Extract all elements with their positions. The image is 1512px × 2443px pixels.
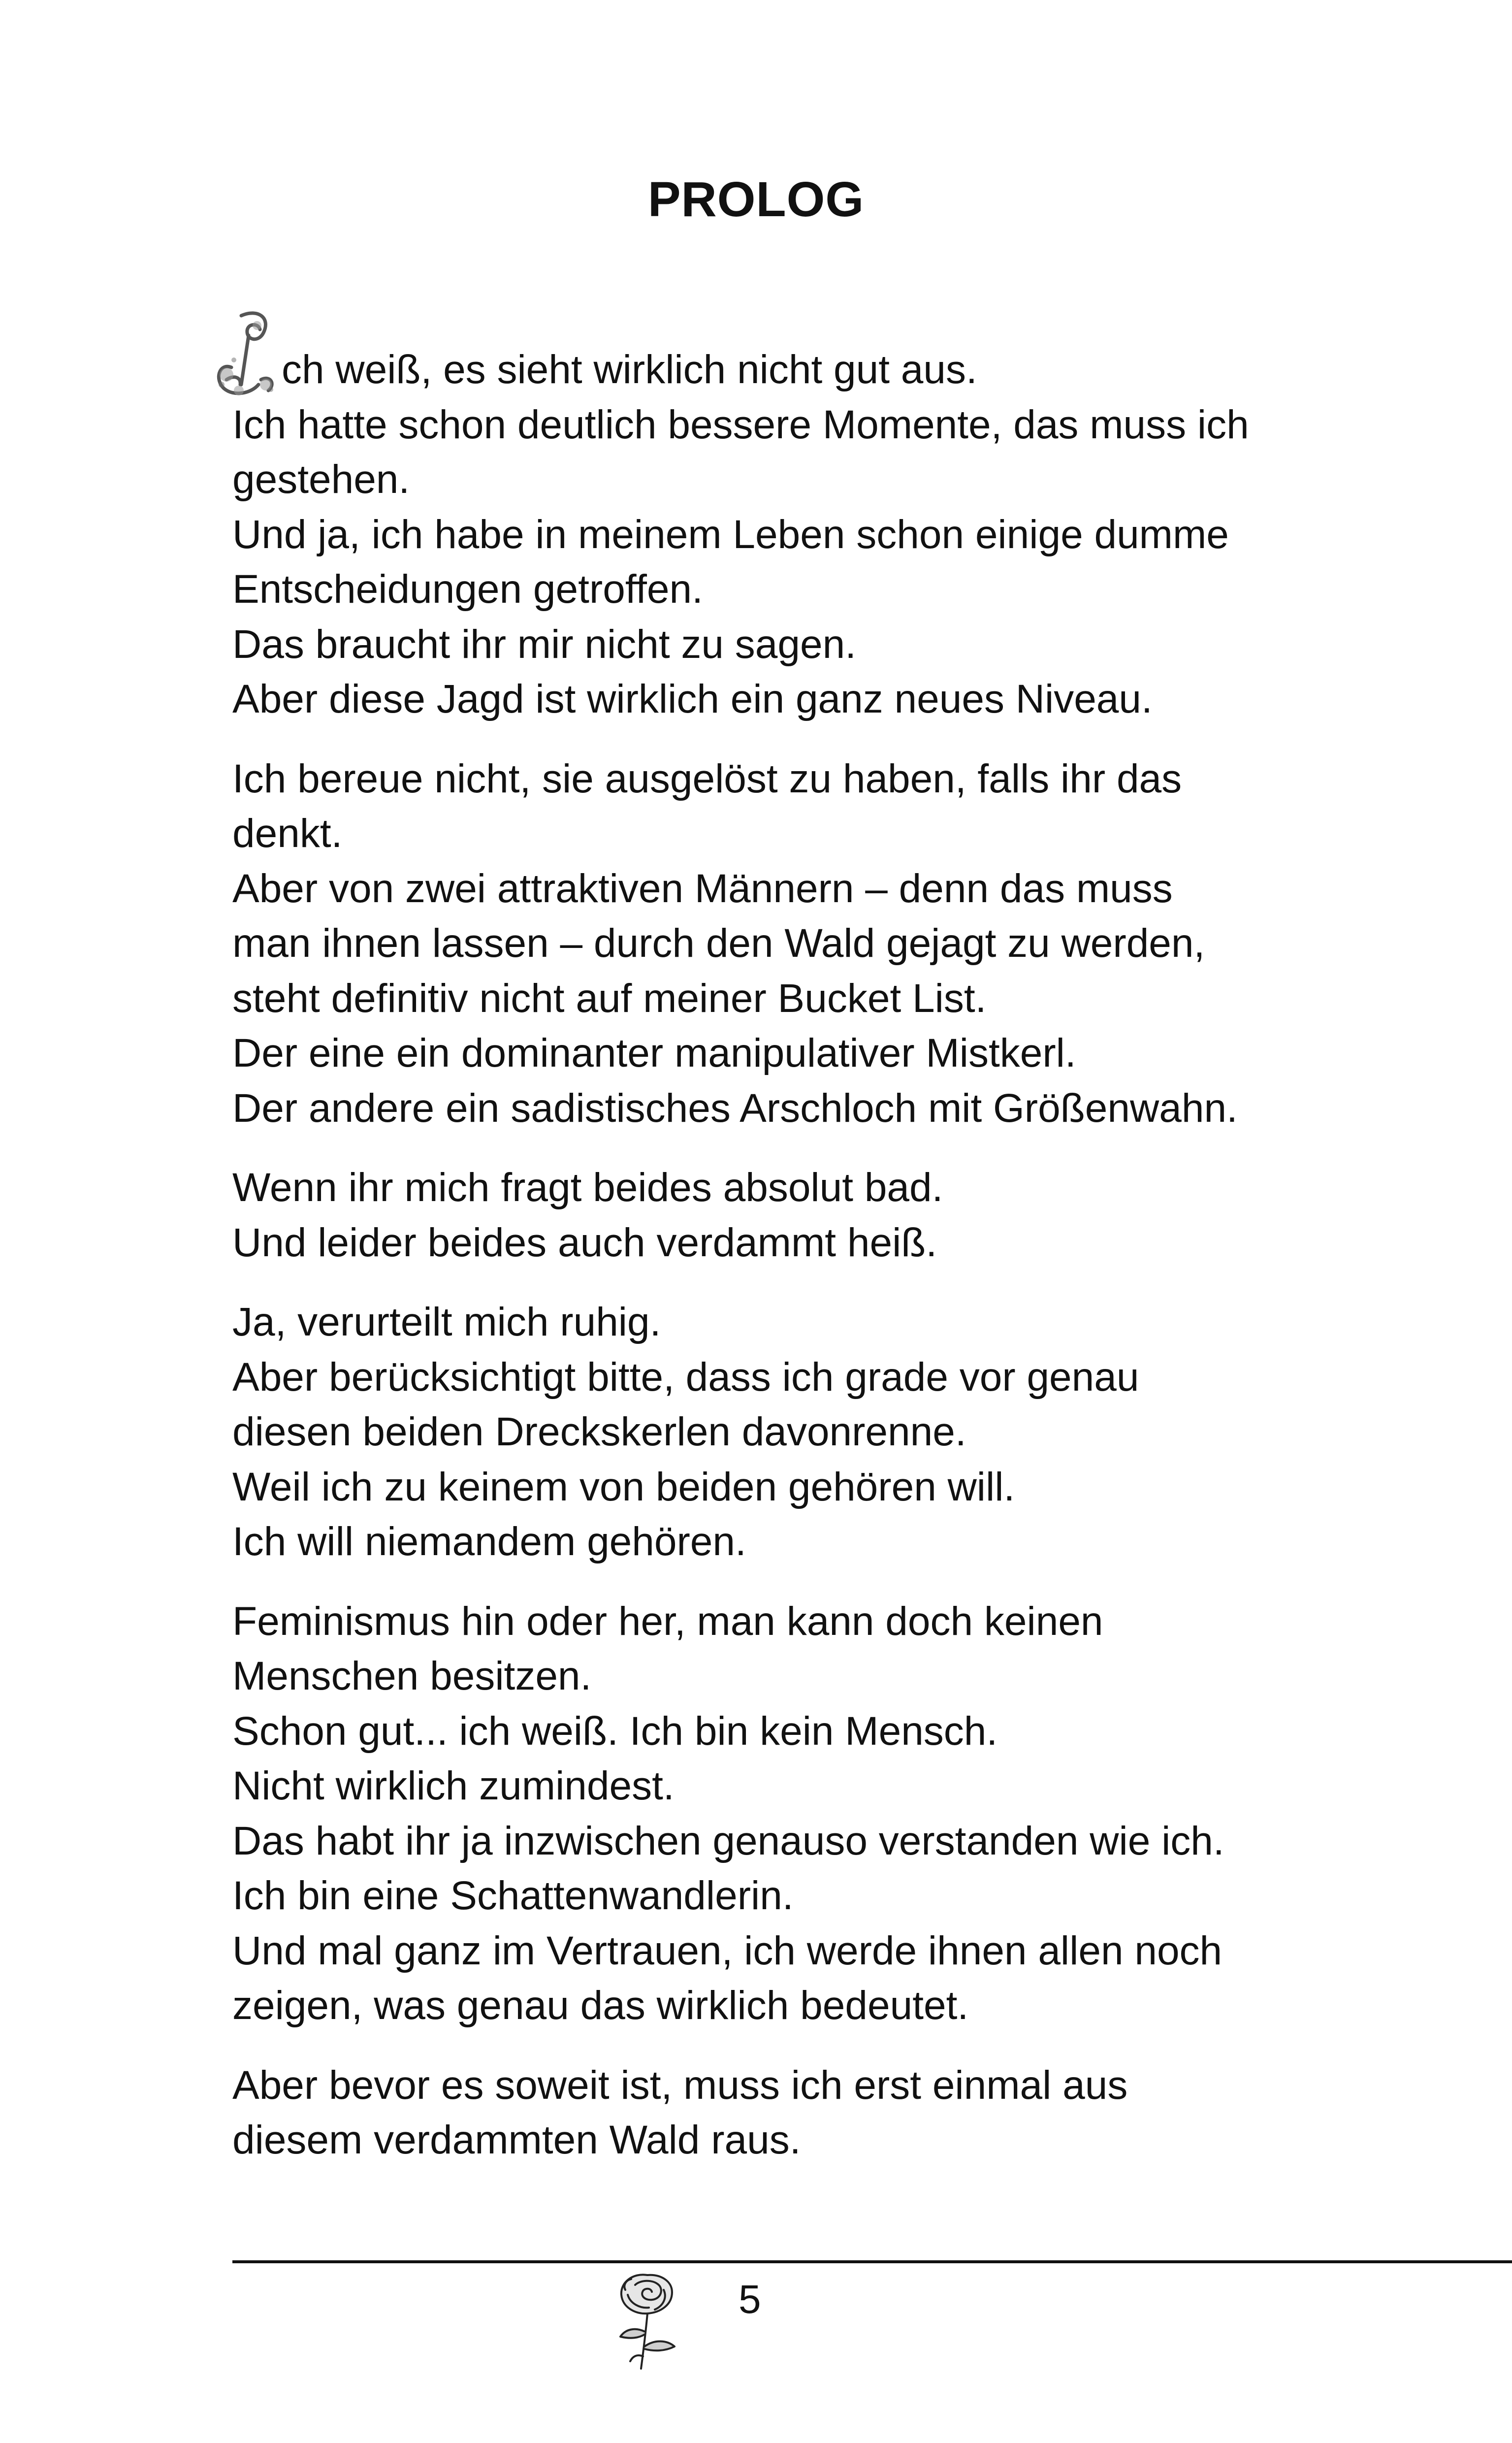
text-line: Das habt ihr ja inzwischen genauso verstanden wie ich. [232, 1818, 1224, 1863]
footer-divider-accent [232, 2260, 321, 2261]
text-line: denkt. [232, 811, 343, 856]
text-line: gestehen. [232, 457, 410, 502]
text-line: Das braucht ihr mir nicht zu sagen. [232, 621, 856, 667]
ornamental-initial-icon [212, 306, 281, 399]
footer-divider [232, 2260, 1512, 2263]
prologue-text [232, 342, 1365, 2192]
paragraph [232, 2058, 1365, 2168]
paragraph [232, 1295, 1365, 1569]
text-line: Ich will niemandem gehören. [232, 1519, 746, 1564]
first-line-text: ch weiß, es sieht wirklich nicht gut aus. [282, 347, 977, 392]
text-line: Aber diese Jagd ist wirklich ein ganz neues Niveau. [232, 677, 1153, 721]
text-line: zeigen, was genau das wirklich bedeutet. [232, 1983, 969, 2028]
text-line: Feminismus hin oder her, man kann doch keinen [232, 1598, 1103, 1644]
text-line: Ich hatte schon deutlich bessere Momente, das muss ich [232, 402, 1249, 447]
chapter-title: PROLOG [647, 172, 865, 227]
text-line: Der eine ein dominanter manipulativer Mistkerl. [232, 1031, 1076, 1075]
text-line: Und ja, ich habe in meinem Leben schon einige dumme [232, 512, 1229, 557]
text-line: Ja, verurteilt mich ruhig. [232, 1300, 661, 1344]
paragraph [232, 751, 1365, 1136]
text-line: Aber berücksichtigt bitte, dass ich grade vor genau [232, 1354, 1139, 1400]
paragraph [232, 342, 1365, 727]
text-line: Der andere ein sadistisches Arschloch mit Größenwahn. [232, 1085, 1238, 1131]
text-line: steht definitiv nicht auf meiner Bucket List. [232, 976, 987, 1021]
text-line: Schon gut... ich weiß. Ich bin kein Mensch. [232, 1708, 998, 1754]
text-line: Aber bevor es soweit ist, muss ich erst einmal aus [232, 2062, 1128, 2108]
text-line: Aber von zwei attraktiven Männern – denn das muss [232, 866, 1173, 911]
text-line: man ihnen lassen – durch den Wald gejagt zu werden, [232, 921, 1205, 966]
page-number: 5 [739, 2277, 761, 2322]
text-line: diesen beiden Dreckskerlen davonrenne. [232, 1409, 966, 1454]
text-line: Ich bereue nicht, sie ausgelöst zu haben, falls ihr das [232, 756, 1182, 801]
text-line: Weil ich zu keinem von beiden gehören will. [232, 1464, 1015, 1509]
paragraph [232, 1594, 1365, 2033]
text-line: Nicht wirklich zumindest. [232, 1763, 675, 1808]
text-line: Menschen besitzen. [232, 1654, 592, 1698]
first-line [232, 342, 1365, 397]
paragraph [232, 1160, 1365, 1270]
text-line: Entscheidungen getroffen. [232, 567, 703, 612]
text-line: Ich bin eine Schattenwandlerin. [232, 1873, 794, 1918]
text-line: diesem verdammten Wald raus. [232, 2117, 801, 2162]
text-line: Wenn ihr mich fragt beides absolut bad. [232, 1165, 943, 1210]
text-line: Und mal ganz im Vertrauen, ich werde ihnen allen noch [232, 1928, 1222, 1973]
rose-icon [606, 2265, 689, 2374]
text-line: Und leider beides auch verdammt heiß. [232, 1220, 937, 1265]
